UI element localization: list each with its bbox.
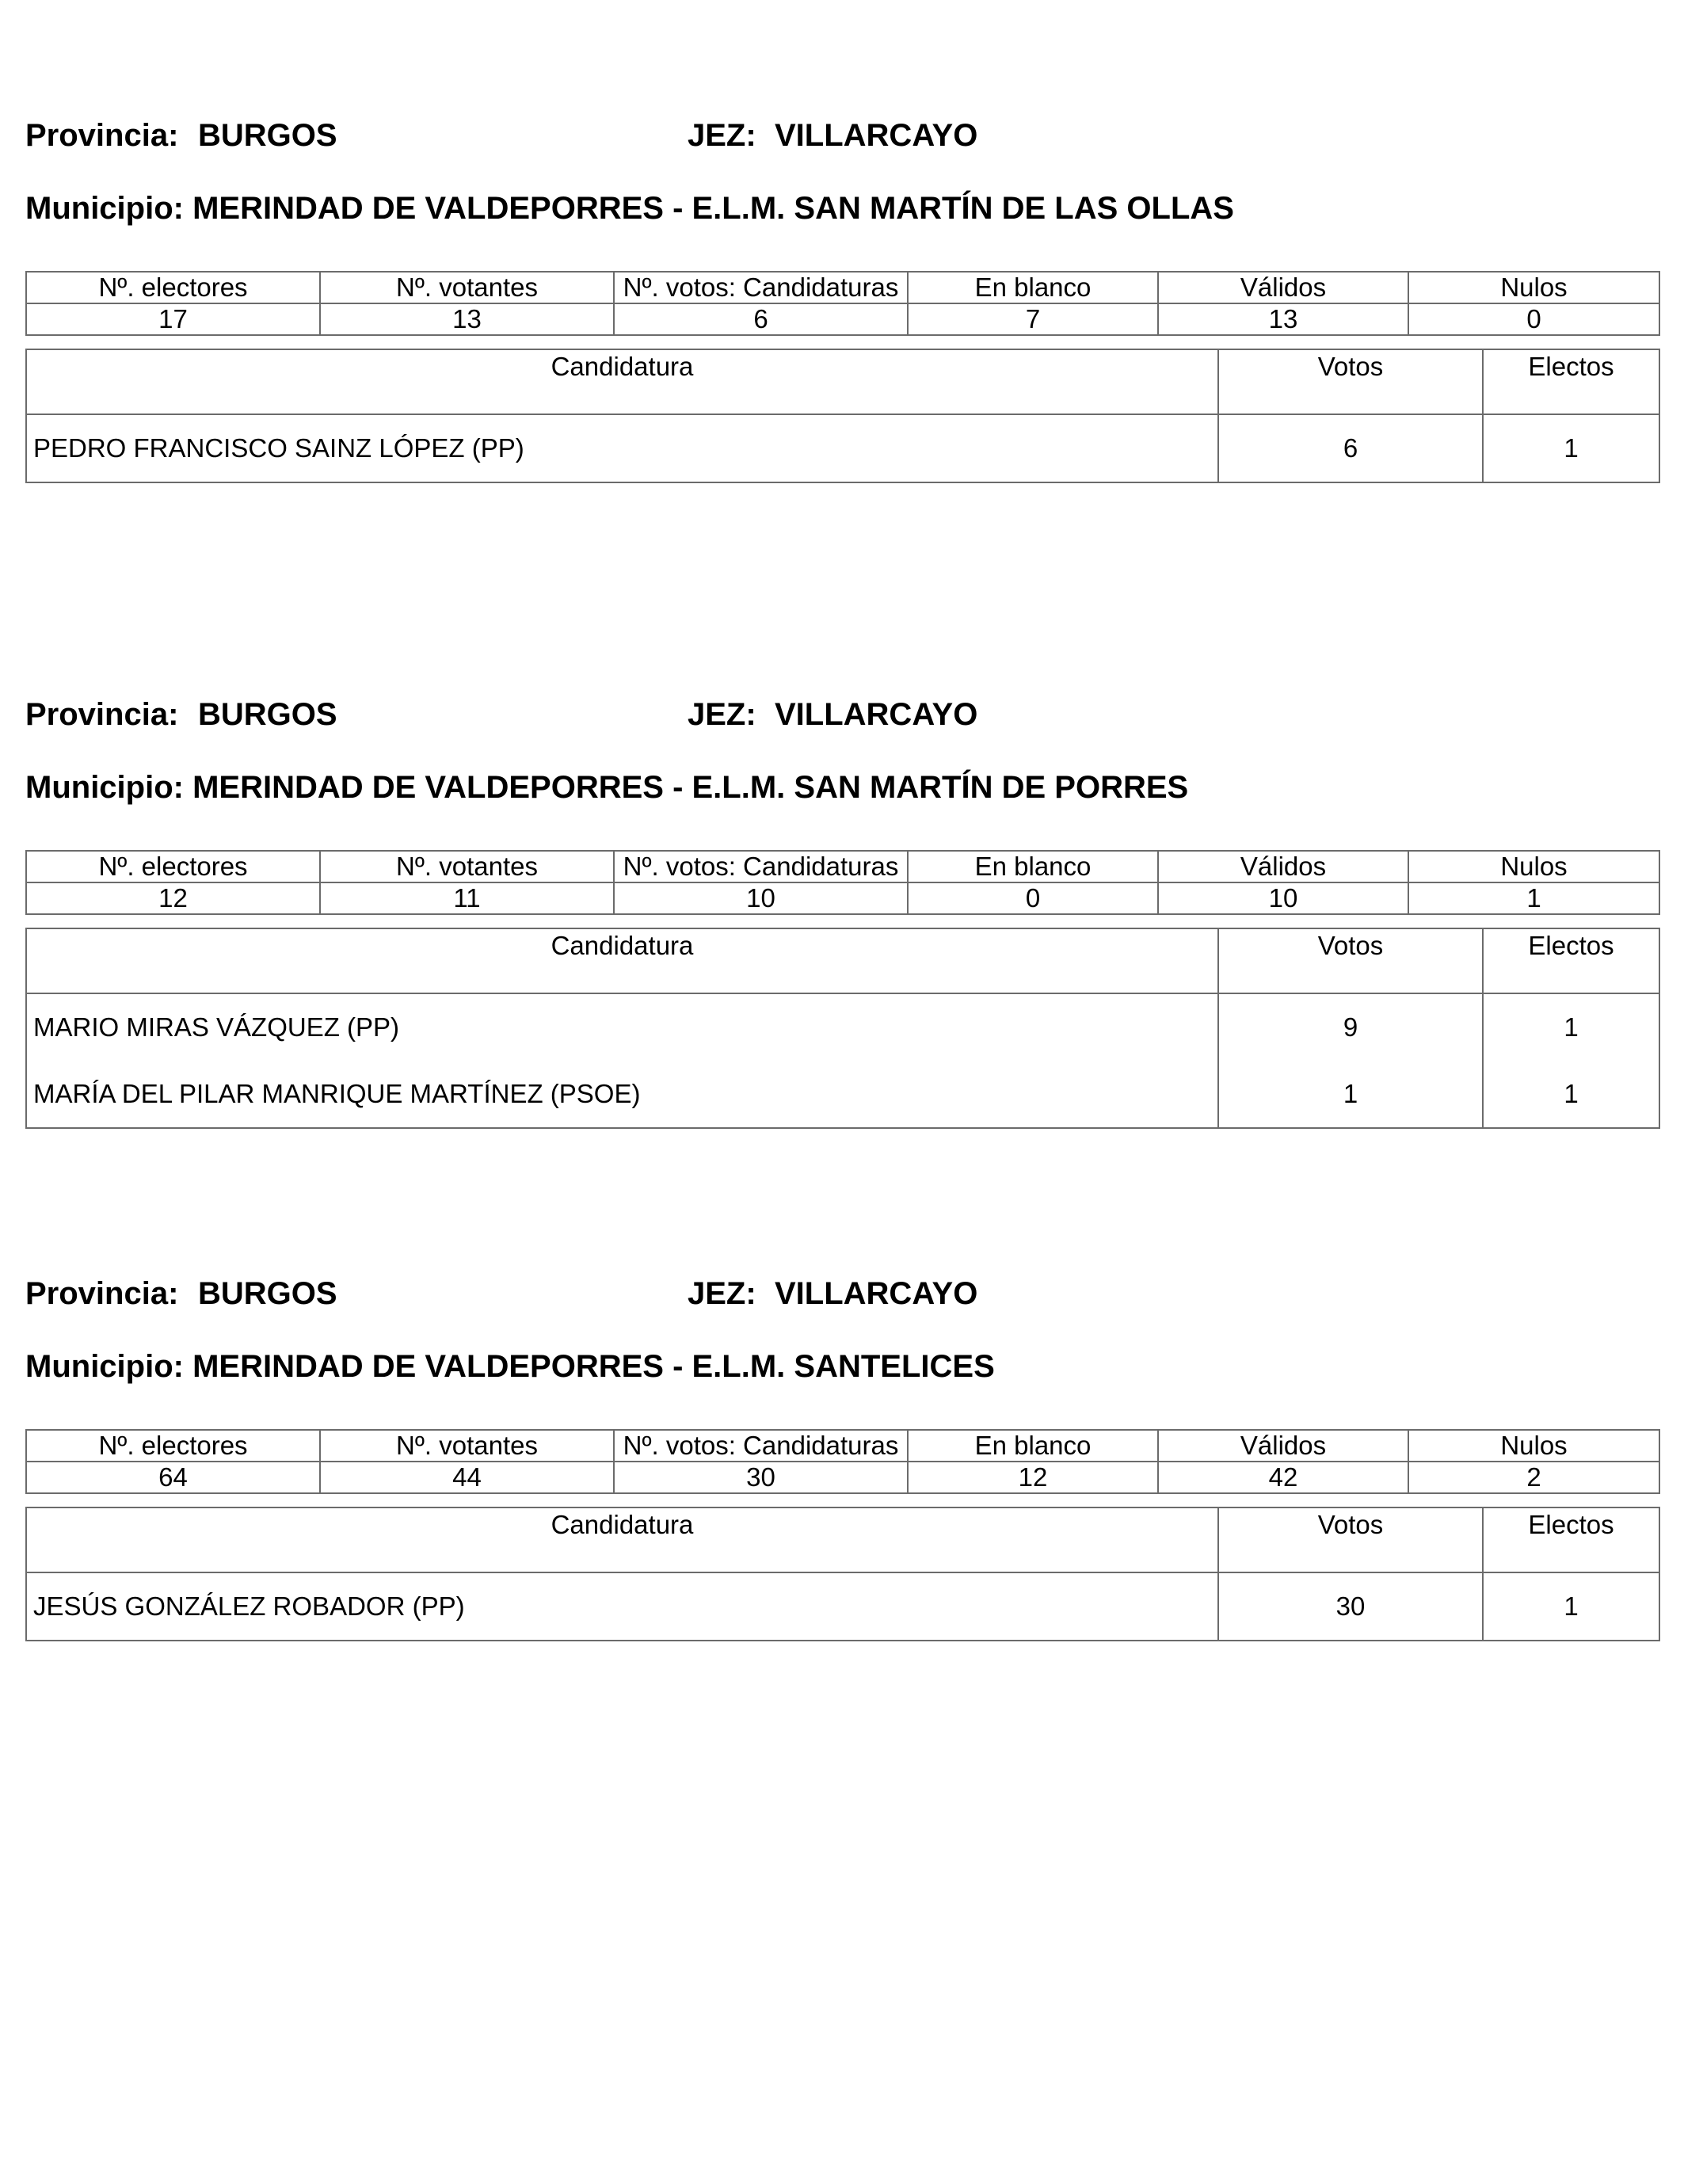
stats-value-row: [26, 1462, 1659, 1493]
stats-value-row: [26, 303, 1659, 335]
header-en-blanco: En blanco: [908, 1430, 1158, 1462]
header-nulos: Nulos: [1408, 851, 1659, 882]
candidate-electos: 1: [1483, 414, 1659, 482]
header-en-blanco: En blanco: [908, 851, 1158, 882]
header-votos: Votos: [1218, 928, 1483, 993]
header-electores: Nº. electores: [26, 1430, 320, 1462]
municipio-line: [25, 189, 1234, 228]
provincia-value: BURGOS: [198, 1276, 337, 1311]
election-section-2: [25, 695, 1659, 1108]
header-votantes: Nº. votantes: [320, 1430, 614, 1462]
header-candidatura: Candidatura: [26, 928, 1218, 993]
candidates-header-row: [26, 928, 1659, 993]
candidates-table: [25, 1507, 1660, 1641]
jez-label: JEZ:: [688, 1276, 756, 1311]
stats-header-row: [26, 1430, 1659, 1462]
provincia-label: Provincia:: [25, 118, 179, 153]
municipio-value: MERINDAD DE VALDEPORRES - E.L.M. SANTELICES: [192, 1349, 995, 1384]
candidates-table: [25, 928, 1660, 1129]
candidates-header-row: [26, 349, 1659, 414]
jez-value: VILLARCAYO: [775, 697, 978, 732]
candidate-row: [26, 1061, 1659, 1128]
value-nulos: 0: [1408, 303, 1659, 335]
header-en-blanco: En blanco: [908, 272, 1158, 303]
candidate-name: MARIO MIRAS VÁZQUEZ (PP): [26, 993, 1218, 1061]
candidate-votos: 30: [1218, 1572, 1483, 1641]
election-section-3: [25, 1274, 1659, 1621]
candidate-votos: 6: [1218, 414, 1483, 482]
value-en-blanco: 12: [908, 1462, 1158, 1493]
municipio-value: MERINDAD DE VALDEPORRES - E.L.M. SAN MARTÍN DE PORRES: [192, 770, 1189, 805]
header-electos: Electos: [1483, 1507, 1659, 1572]
value-votantes: 13: [320, 303, 614, 335]
section-header: [25, 116, 1659, 155]
value-validos: 13: [1158, 303, 1408, 335]
candidates-table: [25, 349, 1660, 483]
value-en-blanco: 7: [908, 303, 1158, 335]
municipio-line: [25, 768, 1188, 807]
municipio-label: Municipio:: [25, 191, 184, 226]
value-votos-candidaturas: 10: [614, 882, 908, 914]
value-votos-candidaturas: 30: [614, 1462, 908, 1493]
header-validos: Válidos: [1158, 1430, 1408, 1462]
header-nulos: Nulos: [1408, 1430, 1659, 1462]
provincia-label: Provincia:: [25, 697, 179, 732]
municipio-value: MERINDAD DE VALDEPORRES - E.L.M. SAN MARTÍN DE LAS OLLAS: [192, 191, 1234, 226]
candidate-row: [26, 993, 1659, 1061]
candidate-name: PEDRO FRANCISCO SAINZ LÓPEZ (PP): [26, 414, 1218, 482]
value-electores: 12: [26, 882, 320, 914]
candidates-header-row: [26, 1507, 1659, 1572]
value-nulos: 2: [1408, 1462, 1659, 1493]
value-nulos: 1: [1408, 882, 1659, 914]
candidate-electos: 1: [1483, 993, 1659, 1061]
header-votos-candidaturas: Nº. votos: Candidaturas: [614, 851, 908, 882]
provincia-value: BURGOS: [198, 118, 337, 153]
stats-table: [25, 850, 1660, 915]
candidate-row: [26, 1572, 1659, 1641]
jez-value: VILLARCAYO: [775, 118, 978, 153]
value-validos: 42: [1158, 1462, 1408, 1493]
provincia-label: Provincia:: [25, 1276, 179, 1311]
value-en-blanco: 0: [908, 882, 1158, 914]
candidate-votos: 1: [1218, 1061, 1483, 1128]
provincia-value: BURGOS: [198, 697, 337, 732]
municipio-line: [25, 1347, 995, 1386]
header-votantes: Nº. votantes: [320, 272, 614, 303]
stats-header-row: [26, 272, 1659, 303]
election-section-1: [25, 116, 1659, 463]
candidate-votos: 9: [1218, 993, 1483, 1061]
candidate-electos: 1: [1483, 1061, 1659, 1128]
stats-table: [25, 271, 1660, 336]
stats-header-row: [26, 851, 1659, 882]
section-header: [25, 1274, 1659, 1313]
candidate-name: JESÚS GONZÁLEZ ROBADOR (PP): [26, 1572, 1218, 1641]
jez-label: JEZ:: [688, 118, 756, 153]
header-votos: Votos: [1218, 349, 1483, 414]
jez-value: VILLARCAYO: [775, 1276, 978, 1311]
section-header: [25, 695, 1659, 734]
value-votantes: 44: [320, 1462, 614, 1493]
value-votantes: 11: [320, 882, 614, 914]
stats-value-row: [26, 882, 1659, 914]
municipio-label: Municipio:: [25, 1349, 184, 1384]
header-electores: Nº. electores: [26, 851, 320, 882]
value-electores: 64: [26, 1462, 320, 1493]
header-votos: Votos: [1218, 1507, 1483, 1572]
value-votos-candidaturas: 6: [614, 303, 908, 335]
value-validos: 10: [1158, 882, 1408, 914]
candidate-name: MARÍA DEL PILAR MANRIQUE MARTÍNEZ (PSOE): [26, 1061, 1218, 1128]
header-votos-candidaturas: Nº. votos: Candidaturas: [614, 1430, 908, 1462]
header-candidatura: Candidatura: [26, 349, 1218, 414]
header-electos: Electos: [1483, 928, 1659, 993]
header-votos-candidaturas: Nº. votos: Candidaturas: [614, 272, 908, 303]
header-electores: Nº. electores: [26, 272, 320, 303]
header-validos: Válidos: [1158, 851, 1408, 882]
candidate-row: [26, 414, 1659, 482]
header-candidatura: Candidatura: [26, 1507, 1218, 1572]
header-votantes: Nº. votantes: [320, 851, 614, 882]
candidate-electos: 1: [1483, 1572, 1659, 1641]
header-validos: Válidos: [1158, 272, 1408, 303]
jez-label: JEZ:: [688, 697, 756, 732]
header-nulos: Nulos: [1408, 272, 1659, 303]
municipio-label: Municipio:: [25, 770, 184, 805]
header-electos: Electos: [1483, 349, 1659, 414]
stats-table: [25, 1429, 1660, 1494]
value-electores: 17: [26, 303, 320, 335]
